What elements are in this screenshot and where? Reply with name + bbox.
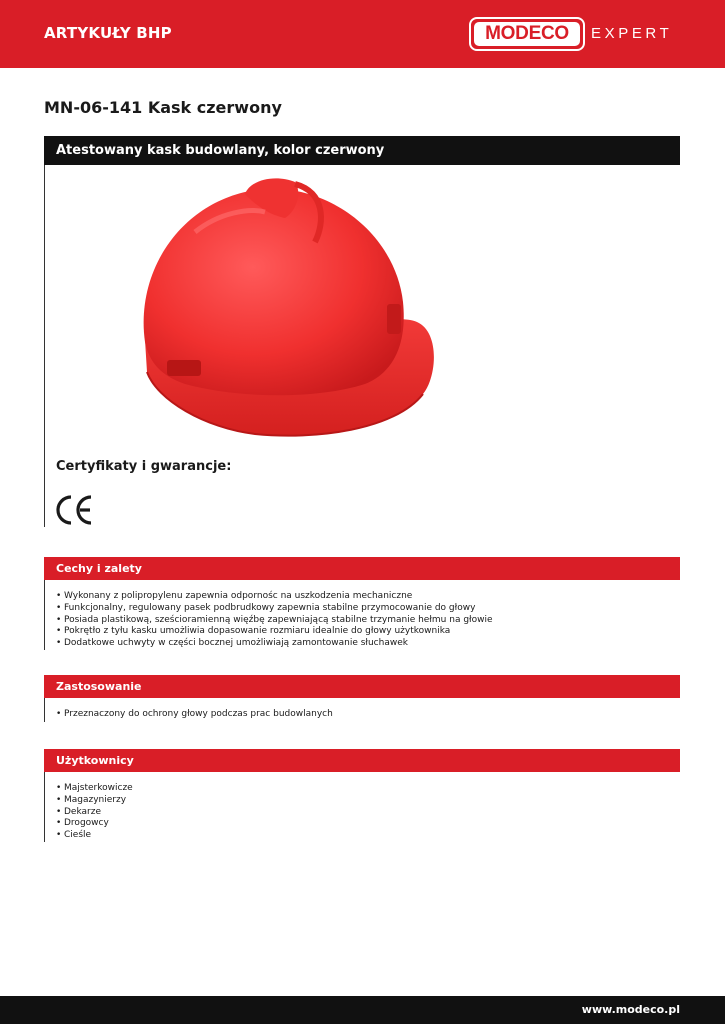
category-title: ARTYKUŁY BHP (44, 24, 172, 42)
page-header (0, 0, 725, 68)
product-subtitle: Atestowany kask budowlany, kolor czerwony (56, 143, 385, 158)
features-section-title: Cechy i zalety (56, 562, 142, 575)
ce-mark-glyph (55, 494, 95, 526)
users-section-title: Użytkownicy (56, 754, 134, 767)
list-item: • Posiada plastikową, sześcioramienną więźbę zapewniającą stabilne trzymanie hełmu na głowie (56, 615, 493, 627)
logo-sub-text: EXPERT (591, 25, 673, 42)
users-list (56, 783, 133, 842)
features-left-rule (44, 580, 45, 650)
product-title: MN-06-141 Kask czerwony (44, 98, 282, 117)
certificates-title: Certyfikaty i gwarancje: (56, 459, 232, 474)
list-item: • Pokrętło z tyłu kasku umożliwia dopasowanie rozmiaru idealnie do głowy użytkownika (56, 626, 493, 638)
product-subtitle-bar (44, 136, 680, 165)
website-link[interactable]: www.modeco.pl (581, 1003, 680, 1016)
list-item: • Funkcjonalny, regulowany pasek podbrudkowy zapewnia stabilne przymocowanie do głowy (56, 603, 493, 615)
application-section-header (44, 675, 680, 698)
page-footer (0, 996, 725, 1024)
list-item: • Wykonany z polipropylenu zapewnia odpornośc na uszkodzenia mechaniczne (56, 591, 493, 603)
features-list (56, 591, 493, 650)
features-section-header (44, 557, 680, 580)
list-item: • Majsterkowicze (56, 783, 133, 795)
list-item: • Dekarze (56, 807, 133, 819)
content-left-rule (44, 165, 45, 527)
list-item: • Magazynierzy (56, 795, 133, 807)
logo-brand-text: MODECO (485, 23, 569, 44)
application-section-title: Zastosowanie (56, 680, 142, 693)
helmet-accessory-slot-left (167, 360, 201, 376)
application-list (56, 709, 333, 721)
list-item: • Cieśle (56, 830, 133, 842)
application-left-rule (44, 698, 45, 722)
users-left-rule (44, 772, 45, 842)
list-item: • Dodatkowe uchwyty w części bocznej umożliwiają zamontowanie słuchawek (56, 638, 493, 650)
helmet-image (125, 172, 455, 447)
list-item: • Przeznaczony do ochrony głowy podczas prac budowlanych (56, 709, 333, 721)
modeco-expert-logo[interactable] (469, 17, 685, 51)
users-section-header (44, 749, 680, 772)
ce-mark-icon (55, 494, 95, 526)
helmet-accessory-slot-right (387, 304, 401, 334)
list-item: • Drogowcy (56, 818, 133, 830)
